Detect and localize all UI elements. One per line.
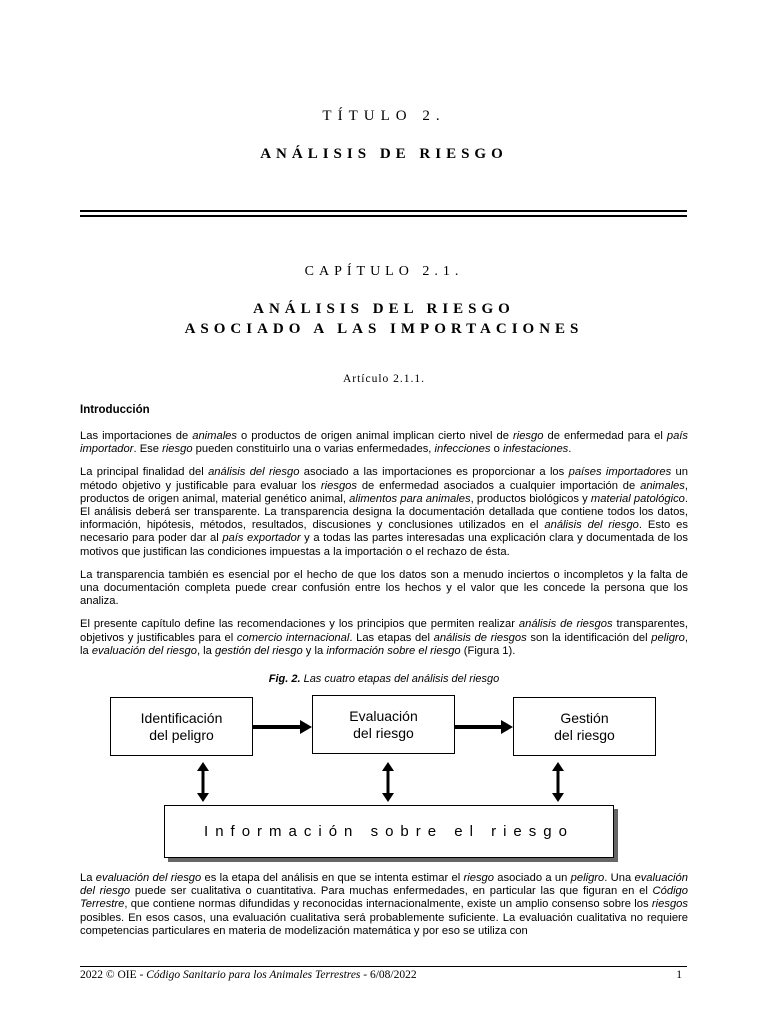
footer-rule [80,966,687,967]
italic-term: infecciones [434,443,491,456]
italic-term: riesgos [320,479,357,492]
text-run: El presente capítulo define las recomendaciones y los principios que permiten realizar [80,618,519,631]
footer-text [80,969,417,981]
box-line: del riesgo [353,724,414,741]
text-run: La transparencia también es esencial por el hecho de que los datos son a menudo inciertos o incompletos y la falta de una documentación completa puede crear confusión entre los hechos y el valor que les concede la persona que los analiza. [80,568,688,608]
italic-term: país exportador [222,532,301,545]
footer-code-title: Código Sanitario para los Animales Terrestres [146,969,361,981]
italic-term: peligro [570,872,605,884]
paragraph [80,466,688,558]
italic-term: evaluación del riesgo [91,644,197,657]
text-run: puede ser cualitativa o cuantitativa. Para muchas enfermedades, en particular las que figuran en el [130,885,653,898]
text-run: La principal finalidad del [80,466,209,479]
box-line: del riesgo [554,726,615,743]
chapter-title-line-1: ANÁLISIS DEL RIESGO [253,301,515,317]
italic-term: país importador [80,430,689,456]
italic-term: comercio internacional [236,631,350,644]
box-evaluacion-del-riesgo [312,695,455,754]
box-line: Evaluación [349,707,418,724]
text-run: , la [196,644,215,657]
text-run: . Una [604,872,635,884]
box-informacion-sobre-el-riesgo: Información sobre el riesgo [164,805,614,858]
footer-copyright: 2022 © OIE - [80,969,147,981]
italic-term: material patológico [590,492,685,505]
italic-term: riesgos [651,898,688,911]
box-line: Identificación [140,709,223,726]
italic-term: información sobre el riesgo [326,644,461,657]
text-run: transparentes, objetivos y justificables para el [80,618,688,644]
text-run: de enfermedad asociados a cualquier importación de [357,479,641,492]
text-run: es la etapa del análisis en que se intenta estimar el [201,872,464,884]
arrow-head-icon [501,720,513,734]
text-run: . Ese [133,443,163,456]
italic-term: evaluación del riesgo [80,872,688,898]
arrow-head-icon [197,793,209,802]
chapter-title-line-2: ASOCIADO A LAS IMPORTACIONES [184,321,584,337]
italic-term: animales [640,479,685,492]
figure-caption-label: Fig. 2. [268,673,301,685]
text-run: posibles. En esos casos, una evaluación cualitativa será probablemente suficiente. La evaluación cualitativa no requiere competencias particulares en materia de modelización matemática y por eso se utiliza con [80,911,688,937]
header-double-rule [80,210,687,217]
box-identificacion-del-peligro [110,697,253,756]
text-run: un método objetivo y justificable para evaluar los [80,466,688,492]
title-label: TÍTULO 2. [322,108,446,124]
text-run: La [80,872,96,884]
text-run: y a todas las partes interesadas una explicación clara y documentada de los motivos que justifican las condiciones impuestas a la importación o el rechazo de ésta. [80,532,688,558]
text-run: pueden constituirlo una o varias enfermedades, [192,443,435,456]
text-run: , que contiene normas difundidas y reconocidas internacionalmente, existe un amplio consenso sobre los [124,898,652,911]
body-text-bottom [80,872,688,948]
arrow-head-icon [300,720,312,734]
text-run: Las importaciones de [80,430,193,442]
italic-term: riesgo [463,872,494,884]
italic-term: alimentos para animales [349,492,471,505]
italic-term: animales [192,430,237,442]
text-run: o productos de origen animal implican cierto nivel de [237,430,513,442]
box-gestion-del-riesgo [513,697,656,756]
arrow-head-icon [552,793,564,802]
text-run: . El análisis deberá ser transparente. La transparencia designa la documentación detallada que contiene todos los datos, información, hipótesis, métodos, resultados, discusiones y conclusiones utilizados en el [80,492,689,532]
italic-term: análisis de riesgos [433,631,527,644]
text-run: , la [80,631,688,657]
arrow-head-icon [552,762,564,771]
body-text-top [80,430,688,668]
footer-date: - 6/08/2022 [360,969,417,981]
text-run: . [568,443,572,456]
page-number: 1 [676,969,682,981]
text-run: . Esto es necesario para poder dar al [80,519,688,545]
figure-caption [0,673,768,685]
title-name: ANÁLISIS DE RIESGO [260,146,508,162]
paragraph [80,618,688,658]
text-run: , productos biológicos y [470,492,591,505]
arrow-head-icon [382,793,394,802]
italic-term: análisis de riesgos [518,618,613,631]
paragraph [80,872,688,938]
text-run: son la identificación del [526,631,652,644]
chapter-label: CAPÍTULO 2.1. [304,264,464,279]
box-line: del peligro [149,726,214,743]
italic-term: análisis del riesgo [544,519,639,532]
arrow-head-icon [197,762,209,771]
italic-term: peligro [651,631,685,644]
text-run: . Las etapas del [349,631,434,644]
text-run: asociado a las importaciones es proporcionar a los [299,466,569,479]
italic-term: riesgo [512,430,544,442]
italic-term: Código Terrestre [80,885,688,911]
italic-term: infestaciones [502,443,569,456]
box-line: Gestión [560,709,609,726]
italic-term: análisis del riesgo [208,466,300,479]
paragraph [80,430,688,456]
figure-caption-text: Las cuatro etapas del análisis del riesgo [300,673,500,685]
arrow-head-icon [382,762,394,771]
text-run: de enfermedad para el [543,430,667,442]
text-run: asociado a un [494,872,571,884]
text-run: o [490,443,503,456]
section-heading: Introducción [80,404,150,416]
text-run: , productos de origen animal, material genético animal, [80,479,688,505]
italic-term: países importadores [568,466,672,479]
paragraph [80,569,688,609]
text-run: (Figura 1). [460,644,516,657]
article-number: Artículo 2.1.1. [342,373,426,385]
italic-term: evaluación del riesgo [95,872,202,884]
italic-term: gestión del riesgo [214,644,303,657]
text-run: y la [302,644,327,657]
italic-term: riesgo [162,443,193,456]
